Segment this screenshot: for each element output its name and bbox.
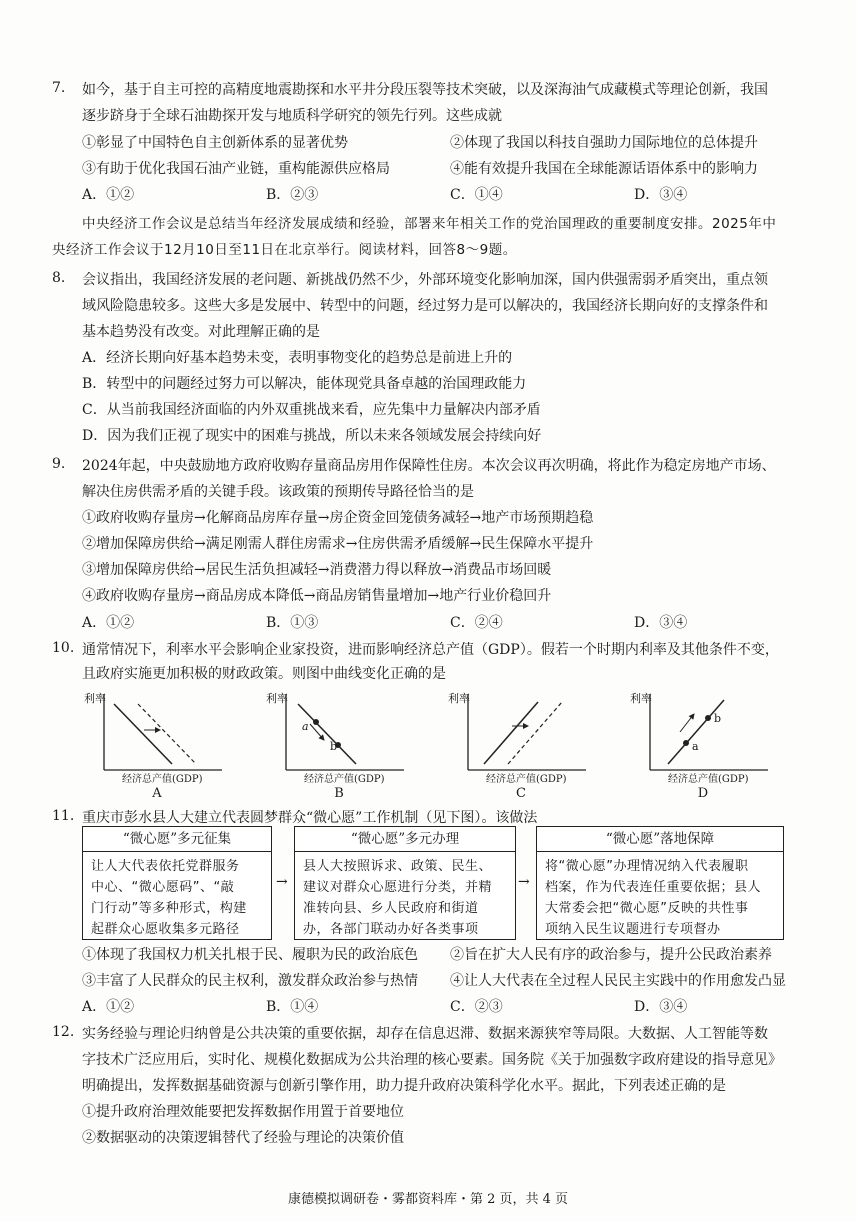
graph-d-curve (668, 700, 724, 764)
graph-a-curve-solid (114, 704, 172, 764)
question-7-item-1: ①彰显了中国特色自主创新体系的显著优势 (82, 135, 348, 151)
graph-d-move-arrow (680, 714, 694, 732)
question-12-number: 12. (52, 1024, 75, 1040)
question-9-number: 9. (52, 456, 66, 472)
graph-b-point-a-label: a (302, 720, 309, 733)
question-9-options (82, 612, 822, 632)
question-12-item-1: ①提升政府治理效能要把发挥数据作用置于首要地位 (82, 1104, 404, 1120)
question-8-stem-line-3: 基本趋势没有改变。对此理解正确的是 (82, 324, 320, 340)
graph-c-xlabel: 经济总产值(GDP) (486, 774, 567, 785)
flow-box-collect-line: 起群众心愿收集多元路径 (91, 922, 240, 937)
question-12-item-2: ②数据驱动的决策逻辑替代了经验与理论的决策价值 (82, 1130, 404, 1146)
flow-box-guarantee-line: 项纳入民生议题进行专项督办 (545, 922, 721, 937)
graph-d-ylabel: 利率 (630, 692, 652, 705)
material-intro-line-2: 央经济工作会议于12月10日至11日在北京举行。阅读材料，回答8～9题。 (52, 242, 517, 258)
question-7-item-4: ④能有效提升我国在全球能源话语体系中的影响力 (450, 161, 758, 177)
graph-b-curve (298, 704, 356, 764)
flow-box-handle (294, 826, 516, 940)
flow-arrow-2: → (518, 874, 530, 890)
question-7-option-d[interactable]: D．③④ (634, 187, 688, 203)
question-11-item-2: ②旨在扩大人民有序的政治参与，提升公民政治素养 (450, 947, 772, 963)
question-10-number: 10. (52, 640, 75, 656)
question-11-items-row-1 (82, 944, 822, 964)
question-9-item-4: ④政府收购存量房→商品房成本降低→商品房销售量增加→地产行业价稳回升 (82, 588, 552, 604)
graph-d-point-b (705, 715, 711, 721)
flow-arrow-1: → (276, 874, 288, 890)
graph-c-curve-solid (484, 702, 538, 764)
question-8-number: 8. (52, 270, 66, 286)
flow-box-handle-line: 县人大按照诉求、政策、民生、 (303, 859, 493, 874)
flow-box-handle-title: “微心愿”多元办理 (295, 827, 515, 852)
flow-box-guarantee-body (537, 852, 783, 944)
question-8-option-d[interactable]: D．因为我们正视了现实中的困难与挑战，所以未来各领域发展会持续向好 (82, 428, 542, 444)
graph-a-curve-dashed (138, 704, 196, 764)
question-11-option-c[interactable]: C．②③ (450, 999, 503, 1015)
material-intro-line-1: 中央经济工作会议是总结当年经济发展成绩和经验，部署来年相关工作的党治国理政的重要制度安排。2025年中 (82, 216, 777, 232)
flow-box-collect-line: 让人大代表依托党群服务 (91, 859, 240, 874)
question-9-item-1: ①政府收购存量房→化解商品房库存量→房企资金回笼债务减轻→地产市场预期趋稳 (82, 510, 594, 526)
question-7-items-row-1 (82, 132, 822, 152)
graph-b-ylabel: 利率 (266, 692, 288, 705)
question-9-option-a[interactable]: A．①② (82, 615, 135, 631)
question-8-option-b[interactable]: B．转型中的问题经过努力可以解决，能体现党具备卓越的治国理政能力 (82, 376, 527, 392)
question-9-stem-line-1: 2024年起，中央鼓励地方政府收购存量商品房用作保障性住房。本次会议再次明确，将此作为稳定房地产市场、 (82, 458, 776, 474)
graph-a-xlabel: 经济总产值(GDP) (122, 774, 203, 785)
flow-box-collect-body (83, 852, 271, 944)
question-8-stem-line-2: 域风险隐患较多。这些大多是发展中、转型中的问题，经过努力是可以解决的，我国经济长期向好的支撑条件和 (82, 298, 768, 314)
question-9-item-2: ②增加保障房供给→满足刚需人群住房需求→住房供需矛盾缓解→民生保障水平提升 (82, 536, 594, 552)
flow-box-guarantee-line: 将“微心愿”办理情况纳入代表履职 (545, 859, 749, 874)
flow-box-guarantee-title: “微心愿”落地保障 (537, 827, 783, 852)
question-9-item-3: ③增加保障房供给→居民生活负担减轻→消费潜力得以释放→消费品市场回暖 (82, 562, 552, 578)
flow-box-collect-line: 中心、“微心愿码”、“敲 (91, 880, 235, 895)
page-footer: 康德模拟调研卷・雾都资料库・第 2 页，共 4 页 (287, 1192, 569, 1207)
question-7-number: 7. (52, 80, 66, 96)
flow-box-handle-body (295, 852, 515, 944)
flow-box-collect-line: 门行动”等多种形式，构建 (91, 901, 247, 916)
graph-d-point-a-label: a (692, 740, 699, 753)
flow-box-collect-title: “微心愿”多元征集 (83, 827, 271, 852)
question-8-option-a[interactable]: A．经济长期向好基本趋势未变，表明事物变化的趋势总是前进上升的 (82, 350, 513, 366)
graph-c-ylabel: 利率 (448, 692, 470, 705)
flow-box-guarantee-line: 大常委会把“微心愿”反映的共性事 (545, 901, 749, 916)
flow-box-collect (82, 826, 272, 940)
flow-box-handle-line: 准转向县、乡人民政府和街道 (303, 901, 479, 916)
question-11-stem: 重庆市彭水县人大建立代表圆梦群众“微心愿”工作机制（见下图）。该做法 (82, 810, 538, 826)
graph-b-label[interactable]: B (334, 786, 344, 801)
question-11-option-a[interactable]: A．①② (82, 999, 135, 1015)
graph-b-move-arrow (310, 724, 324, 740)
question-9-option-c[interactable]: C．②④ (450, 615, 503, 631)
question-7-items-row-2 (82, 158, 822, 178)
question-9-stem-line-2: 解决住房供需矛盾的关键手段。该政策的预期传导路径恰当的是 (82, 484, 474, 500)
question-12-stem-line-1: 实务经验与理论归纳曾是公共决策的重要依据，却存在信息迟滞、数据来源狭窄等局限。大数据、人工智能等数 (82, 1026, 768, 1042)
graph-b-xlabel: 经济总产值(GDP) (304, 774, 385, 785)
graph-d-label[interactable]: D (697, 786, 709, 801)
question-7-option-b[interactable]: B．②③ (266, 187, 319, 203)
question-8-stem-line-1: 会议指出，我国经济发展的老问题、新挑战仍然不少，外部环境变化影响加深，国内供强需弱矛盾突出，重点领 (82, 272, 768, 288)
flow-box-handle-line: 建议对群众心愿进行分类，并精 (303, 880, 493, 895)
question-11-item-4: ④让人大代表在全过程人民民主实践中的作用愈发凸显 (450, 973, 786, 989)
question-7-stem-line-2: 逐步跻身于全球石油勘探开发与地质科学研究的领先行列。这些成就 (82, 108, 502, 124)
question-7-stem-line-1: 如今，基于自主可控的高精度地震勘探和水平井分段压裂等技术突破，以及深海油气成藏模式等理论创新，我国 (82, 82, 768, 98)
question-12-stem-line-2: 字技术广泛应用后，实时化、规模化数据成为公共治理的核心要素。国务院《关于加强数字政府建设的指导意见》 (82, 1052, 782, 1068)
flow-box-guarantee (536, 826, 784, 940)
graph-d-xlabel: 经济总产值(GDP) (668, 774, 749, 785)
graph-c-curve-dashed (508, 702, 562, 764)
question-12-stem-line-3: 明确提出，发挥数据基础资源与创新引擎作用，助力提升政府决策科学化水平。据此，下列表述正确的是 (82, 1078, 726, 1094)
question-11-item-1: ①体现了我国权力机关扎根于民、履职为民的政治底色 (82, 947, 418, 963)
question-10-stem-line-1: 通常情况下，利率水平会影响企业家投资，进而影响经济总产值（GDP）。假若一个时期内利率及其他条件不变， (82, 642, 779, 658)
graph-a-ylabel: 利率 (84, 692, 106, 705)
question-11-items-row-2 (82, 970, 822, 990)
question-11-option-d[interactable]: D．③④ (634, 999, 688, 1015)
graph-c-label[interactable]: C (516, 786, 526, 801)
question-7-options (82, 184, 822, 204)
question-9-option-b[interactable]: B．①③ (266, 615, 319, 631)
question-10-stem-line-2: 且政府实施更加积极的财政政策。则图中曲线变化正确的是 (82, 666, 446, 682)
graph-a-label[interactable]: A (152, 786, 162, 801)
graph-b-point-a (313, 719, 319, 725)
question-9-option-d[interactable]: D．③④ (634, 615, 688, 631)
question-7-option-c[interactable]: C．①④ (450, 187, 503, 203)
question-7-item-3: ③有助于优化我国石油产业链，重构能源供应格局 (82, 161, 390, 177)
flow-box-guarantee-line: 档案，作为代表连任重要依据；县人 (545, 880, 762, 895)
question-7-option-a[interactable]: A．①② (82, 187, 135, 203)
graph-b-point-b-label: b (330, 740, 338, 753)
question-11-option-b[interactable]: B．①④ (266, 999, 319, 1015)
graph-d-point-a (683, 740, 689, 746)
question-11-item-3: ③丰富了人民群众的民主权利，激发群众政治参与热情 (82, 973, 418, 989)
flow-box-handle-line: 办，各部门联动办好各类事项 (303, 922, 479, 937)
question-7-item-2: ②体现了我国以科技自强助力国际地位的总体提升 (450, 135, 758, 151)
question-8-option-c[interactable]: C．从当前我国经济面临的内外双重挑战来看，应先集中力量解决内部矛盾 (82, 402, 541, 418)
question-11-options (82, 996, 822, 1016)
graph-d-point-b-label: b (714, 712, 722, 725)
question-11-number: 11. (52, 808, 75, 824)
